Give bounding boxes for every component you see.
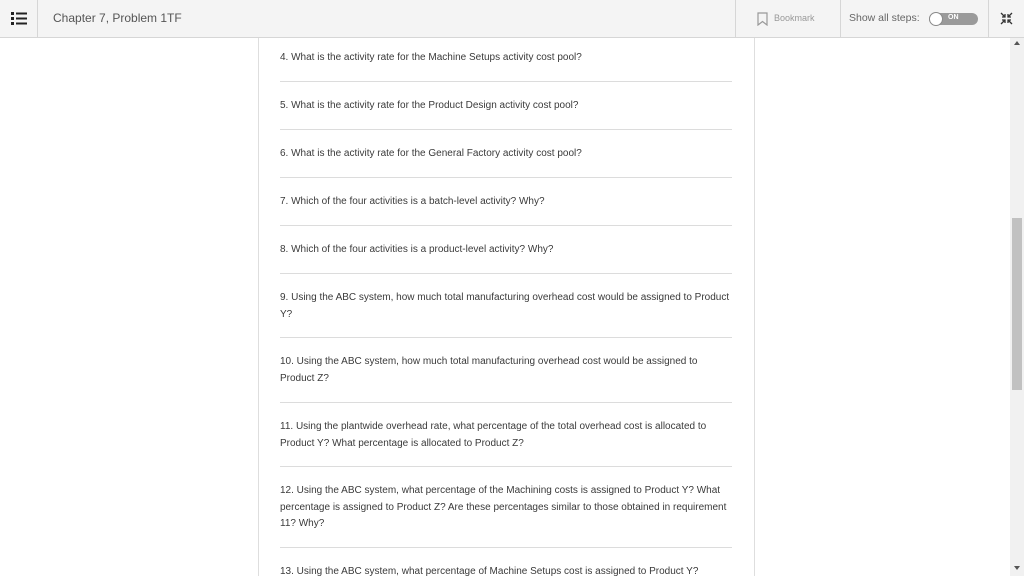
list-menu-icon [11, 12, 27, 25]
toggle-knob [929, 12, 943, 26]
show-all-steps-toggle[interactable] [929, 13, 978, 25]
question-item: 7. Which of the four activities is a batch-level activity? Why? [280, 196, 545, 207]
divider [280, 273, 732, 274]
divider [280, 177, 732, 178]
scroll-thumb[interactable] [1012, 218, 1022, 390]
question-item: 13. Using the ABC system, what percentage of Machine Setups cost is assigned to Product Y? [280, 566, 699, 576]
divider [280, 225, 732, 226]
menu-button[interactable] [0, 0, 38, 37]
solution-content-panel [258, 38, 755, 576]
question-item: 4. What is the activity rate for the Machine Setups activity cost pool? [280, 52, 582, 63]
show-all-steps-label: Show all steps: [849, 12, 920, 24]
question-item: 10. Using the ABC system, how much total manufacturing overhead cost would be assigned to Product Z? [280, 356, 698, 384]
question-item: 5. What is the activity rate for the Product Design activity cost pool? [280, 100, 579, 111]
question-item: 6. What is the activity rate for the General Factory activity cost pool? [280, 148, 582, 159]
scroll-up-arrow-icon[interactable] [1014, 41, 1020, 45]
bookmark-button[interactable] [735, 0, 841, 37]
divider [280, 81, 732, 82]
top-toolbar [0, 0, 1024, 38]
collapse-button[interactable] [988, 0, 1024, 37]
question-item: 11. Using the plantwide overhead rate, what percentage of the total overhead cost is allocated to Product Y? What percentage is allocated to Product Z? [280, 421, 707, 449]
divider [280, 129, 732, 130]
divider [280, 402, 732, 403]
question-item: 8. Which of the four activities is a product-level activity? Why? [280, 244, 554, 255]
question-item: 12. Using the ABC system, what percentage of the Machining costs is assigned to Product Y? What percentage is assigned to Product Z? Are these percentages similar to those obtained in requirement 11? Why? [280, 485, 727, 529]
divider [280, 547, 732, 548]
page-scrollbar[interactable] [1010, 38, 1024, 576]
bookmark-icon [757, 12, 768, 26]
page-title: Chapter 7, Problem 1TF [53, 11, 182, 25]
toggle-state: ON [948, 14, 959, 21]
bookmark-label: Bookmark [774, 13, 815, 23]
divider [280, 337, 732, 338]
divider [280, 466, 732, 467]
collapse-icon [1000, 12, 1013, 25]
scroll-down-arrow-icon[interactable] [1014, 566, 1020, 570]
question-item: 9. Using the ABC system, how much total manufacturing overhead cost would be assigned to Product Y? [280, 292, 730, 320]
